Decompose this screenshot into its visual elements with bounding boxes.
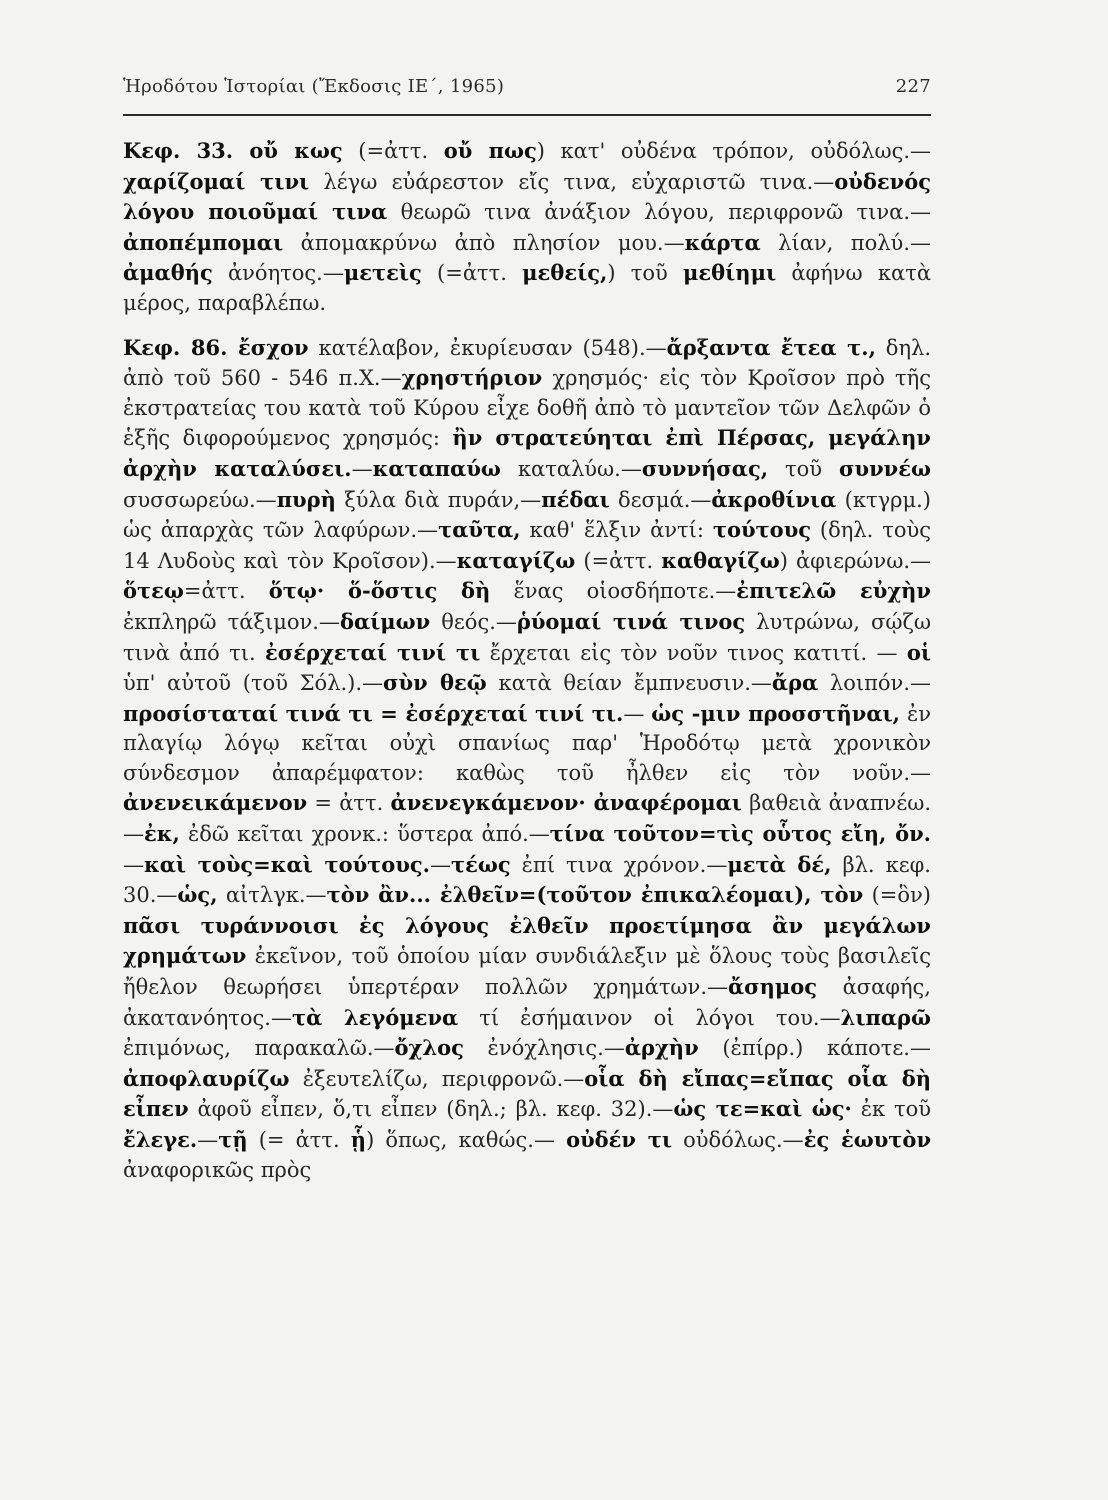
gloss: ἀσαφής, ἀκατανόητος.—	[123, 975, 931, 1030]
gloss: λέγω εὐάρεστον εἴς τινα, εὐχαριστῶ τινα.—	[309, 169, 835, 194]
gloss: χρησμός· εἰς τὸν Κροῖσον πρὸ τῆς ἐκστρατείας του κατὰ τοῦ Κύρου εἶχε δοθῆ ἀπὸ τὸ μαντεῖον τῶν Δελφῶν ὁ ἑξῆς διφορούμενος χρησμός:	[123, 366, 931, 451]
gloss: —	[351, 456, 373, 481]
gloss: ἀπομακρύνω ἀπὸ πλησίον μου.—	[283, 230, 685, 255]
gloss: βλ. κεφ. 30.—	[123, 852, 931, 908]
lemma: ὡς τε=καὶ ὡς·	[673, 1096, 852, 1122]
lemma: ᾗ	[350, 1127, 367, 1152]
gloss: θεωρῶ τινα ἀνάξιον λόγου, περιφρονῶ τινα.—	[387, 200, 931, 225]
gloss: συσσωρεύω.—	[123, 487, 277, 512]
gloss: αἰτλγκ.—	[217, 883, 327, 908]
lemma: χαρίζομαί τινι	[123, 168, 310, 194]
lemma: τούτους	[712, 517, 812, 543]
gloss: —	[429, 852, 451, 877]
lemma: τῇ	[218, 1127, 248, 1152]
gloss: ἐξευτελίζω, περιφρονῶ.—	[289, 1066, 585, 1091]
lemma: δαίμων	[339, 608, 431, 634]
lemma: ἀνενεικάμενον	[123, 790, 308, 816]
lemma: πᾶσι τυράννοισι ἐς λόγους ἐλθεῖν προετίμησα ἂν μεγάλων χρημάτων	[123, 912, 931, 969]
page-number: 227	[895, 76, 931, 97]
lemma: ὅτῳ· ὅ-ὅστις δὴ	[268, 578, 491, 604]
gloss: βαθειὰ ἀναπνέω.—	[123, 791, 931, 847]
lemma: πέδαι	[541, 486, 610, 512]
lemma: Κεφ. 33. οὔ κως	[123, 138, 343, 163]
lemma: οἱ	[906, 639, 931, 665]
gloss: κατέλαβον, ἐκυρίευσαν (548).—	[308, 335, 667, 360]
gloss: ἀνόητος.—	[212, 261, 344, 286]
lemma: ῥύομαί τινά τινος	[516, 608, 746, 634]
gloss: (= ἀττ.	[247, 1128, 351, 1152]
gloss: (=ἀττ.	[421, 261, 523, 286]
lemma: ἐκ,	[144, 821, 180, 847]
gloss: (=ὃν)	[863, 883, 931, 908]
lemma: ἀκροθίνια	[711, 486, 837, 512]
lemma: καταγίζω	[456, 547, 576, 573]
lemma: ἀνενεγκάμενον· ἀναφέρομαι	[390, 790, 742, 816]
lemma: τίνα τοῦτον=τὶς οὗτος εἴη, ὄν.	[549, 821, 931, 847]
lemma: μετεὶς	[343, 260, 422, 286]
gloss: τί ἐσήμαινον οἱ λόγοι του.—	[458, 1005, 841, 1030]
gloss: ἕνας οἱοσδήποτε.—	[490, 579, 737, 604]
lemma: μεθείς,	[522, 260, 608, 286]
header-title: Ἡροδότου Ἱστορίαι (Ἔκδοσις ΙΕ΄, 1965)	[123, 76, 505, 97]
gloss: τοῦ	[768, 456, 840, 481]
gloss: —	[123, 852, 144, 877]
gloss: —	[623, 701, 652, 726]
lemma: ἄσημος	[728, 974, 818, 1000]
gloss: λυτρώνω, σῴζω τινὰ ἀπό τι.	[123, 609, 931, 665]
lemma: ἄρξαντα ἔτεα τ.,	[666, 334, 876, 360]
gloss: = ἀττ.	[307, 791, 391, 816]
lemma: ἀρχὴν	[624, 1035, 699, 1061]
paragraph-chapter-33	[123, 136, 931, 319]
gloss: ἐδῶ κεῖται χρονκ.: ὕστερα ἀπό.—	[179, 822, 550, 847]
lemma: μετὰ δέ,	[727, 851, 832, 877]
lemma: σὺν θεῷ	[383, 670, 487, 696]
lemma: ὄχλος	[394, 1035, 464, 1061]
gloss: ἐνόχλησις.—	[463, 1036, 625, 1061]
gloss: δεσμά.—	[609, 487, 712, 512]
gloss: κατὰ θείαν ἔμπνευσιν.—	[486, 671, 772, 696]
lemma: προσίσταταί τινά τι = ἐσέρχεταί τινί τι.	[123, 700, 624, 726]
gloss: ἔρχεται εἰς τὸν νοῦν τινος κατιτί. —	[480, 640, 907, 665]
lemma: ἐς ἑωυτὸν	[803, 1127, 932, 1152]
gloss: ) τοῦ	[607, 261, 683, 286]
gloss: ἐπιμόνως, παρακαλῶ.—	[123, 1036, 395, 1061]
header-rule	[123, 114, 931, 116]
gloss: ) κατ' οὐδένα τρόπον, οὐδόλως.—	[536, 139, 932, 163]
lemma: ἄρα	[771, 670, 819, 696]
gloss: καθ' ἕλξιν ἀντί:	[520, 518, 713, 543]
gloss: (κτγρμ.) ὡς ἀπαρχὰς τῶν λαφύρων.—	[123, 487, 931, 543]
lemma: ὡς,	[177, 882, 218, 908]
lemma: ἀμαθής	[123, 260, 213, 286]
gloss: θεός.—	[430, 609, 517, 634]
gloss: καταλύω.—	[500, 456, 642, 481]
gloss: ἀφήνω κατὰ μέρος, παραβλέπω.	[123, 261, 932, 315]
lemma: καὶ τοὺς=καὶ τούτους.	[144, 851, 430, 877]
lemma: χρηστήριον	[401, 365, 543, 391]
lemma: ταῦτα,	[438, 517, 521, 543]
lemma: ἀποφλαυρίζω	[123, 1065, 290, 1091]
gloss: (=ἀττ.	[575, 548, 662, 573]
gloss: ἐπί τινα χρόνον.—	[510, 852, 728, 877]
lemma: συννέω	[839, 455, 931, 481]
lemma: οὔ πως	[443, 138, 537, 163]
gloss: ἐν πλαγίῳ λόγῳ κεῖται οὐχὶ σπανίως παρ' Ἡροδότῳ μετὰ χρονικὸν σύνδεσμον ἀπαρέμφατον: καθὼς τοῦ ἦλθεν εἰς τὸν νοῦν.—	[123, 701, 931, 785]
gloss: (=ἀττ.	[342, 139, 444, 163]
gloss: —	[197, 1128, 219, 1152]
gloss: ἐκ τοῦ	[851, 1097, 931, 1122]
lemma: τὸν ἂν... ἐλθεῖν=(τοῦτον ἐπικαλέομαι), τὸν	[326, 882, 864, 908]
lemma: ὅτεῳ	[123, 578, 184, 604]
lemma: ἔλεγε.	[123, 1127, 198, 1152]
gloss: ) ἀφιερώνω.—	[779, 548, 931, 573]
gloss: =ἀττ.	[183, 579, 269, 604]
lemma: μεθίημι	[683, 260, 777, 286]
gloss: ἀναφορικῶς πρὸς	[123, 1157, 312, 1182]
gloss: ἀφοῦ εἶπεν, ὅ,τι εἶπεν (δηλ.; βλ. κεφ. 32).—	[188, 1097, 674, 1122]
lemma: Κεφ. 86. ἔσχον	[123, 334, 309, 360]
gloss: (δηλ. τοὺς 14 Λυδοὺς καὶ τὸν Κροῖσον).—	[123, 518, 932, 573]
lemma: ἐπιτελῶ εὐχὴν	[736, 578, 931, 604]
lemma: κάρτα	[684, 229, 761, 255]
paragraph-chapter-86	[123, 333, 931, 1186]
gloss: ) ὅπως, καθώς.—	[366, 1128, 567, 1152]
lemma: ὡς -μιν προσστῆναι,	[651, 700, 900, 726]
gloss: δηλ. ἀπὸ τοῦ 560 - 546 π.Χ.—	[123, 335, 932, 391]
lemma: λιπαρῶ	[840, 1004, 931, 1030]
lemma: ἐσέρχεταί τινί τι	[264, 639, 481, 665]
lemma: οἷα δὴ εἴπας=εἴπας οἷα δὴ εἶπεν	[123, 1065, 931, 1122]
lemma: πυρὴ	[276, 486, 336, 512]
gloss: ξύλα διὰ πυράν,—	[335, 487, 542, 512]
lemma: ἀποπέμπομαι	[123, 229, 284, 255]
gloss: ὑπ' αὐτοῦ (τοῦ Σόλ.).—	[123, 671, 384, 696]
lemma: καταπαύω	[372, 455, 501, 481]
gloss: ἐκεῖνον, τοῦ ὁποίου μίαν συνδιάλεξιν μὲ ὅλους τοὺς βασιλεῖς ἤθελον θεωρήσει ὑπερτέραν πολλῶν χρημάτων.—	[123, 944, 931, 1000]
gloss: οὐδόλως.—	[672, 1128, 804, 1152]
running-header	[123, 76, 931, 97]
lemma: οὐδέν τι	[566, 1127, 673, 1152]
lemma: καθαγίζω	[661, 547, 780, 573]
lemma: συννήσας,	[641, 455, 769, 481]
gloss: λίαν, πολύ.—	[760, 230, 931, 255]
lemma: τέως	[450, 851, 511, 877]
commentary-body	[123, 136, 931, 1185]
lemma: οὐδενός λόγου ποιοῦμαί τινα	[123, 168, 931, 225]
lemma: τὰ λεγόμενα	[291, 1004, 459, 1030]
gloss: ἐκπληρῶ τάξιμον.—	[123, 609, 340, 634]
lemma: ἢν στρατεύηται ἐπὶ Πέρσας, μεγάλην ἀρχὴν καταλύσει.	[123, 425, 931, 481]
gloss: λοιπόν.—	[818, 671, 931, 696]
gloss: (ἐπίρρ.) κάποτε.—	[698, 1036, 931, 1061]
